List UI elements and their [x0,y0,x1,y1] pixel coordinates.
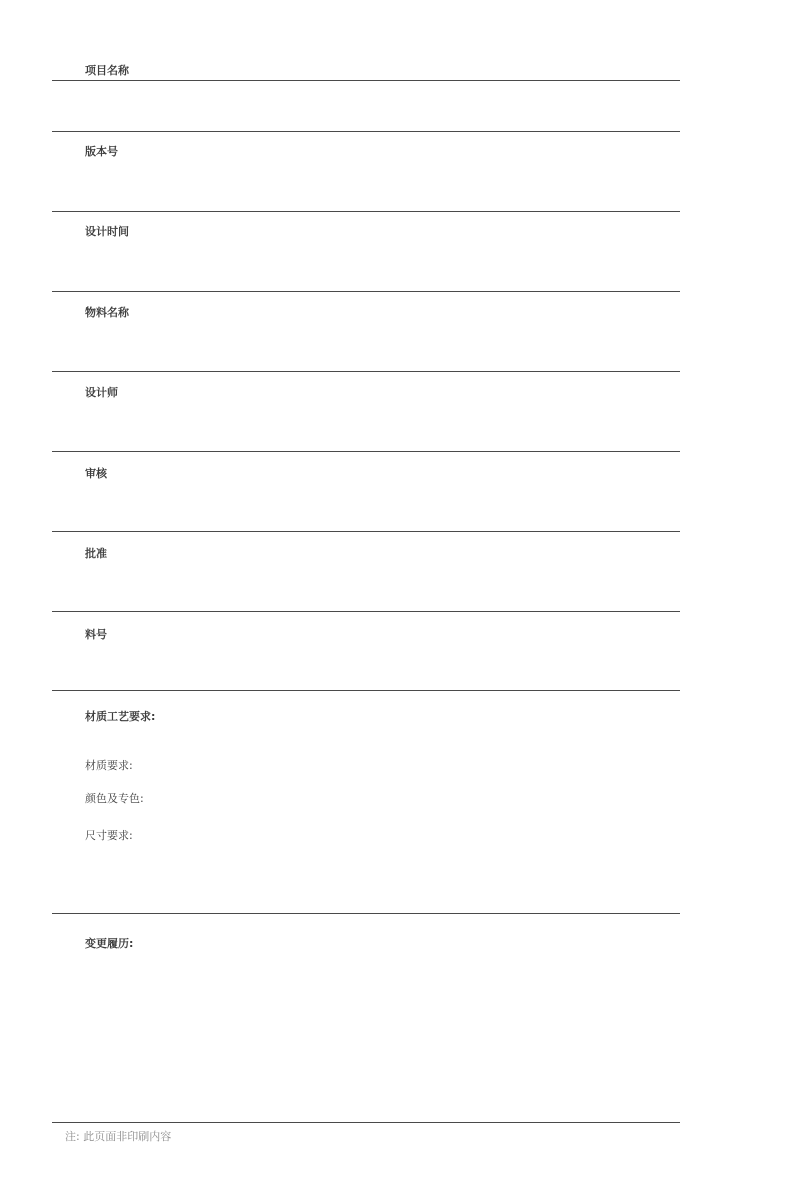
size-requirement-label: 尺寸要求: [85,829,133,842]
field-label-designer: 设计师 [85,386,118,399]
divider [52,451,680,452]
field-label-project-name: 项目名称 [85,64,129,77]
divider [52,211,680,212]
footer-divider [52,1122,680,1123]
material-requirement-label: 材质要求: [85,759,133,772]
footer-note: 注: 此页面非印刷内容 [65,1130,172,1143]
divider [52,913,680,914]
field-label-version: 版本号 [85,145,118,158]
divider [52,291,680,292]
requirements-title: 材质工艺要求: [85,710,156,723]
divider [52,531,680,532]
divider [52,611,680,612]
change-history-title: 变更履历: [85,937,134,950]
divider [52,690,680,691]
divider [52,80,680,81]
field-label-material-name: 物料名称 [85,306,129,319]
field-label-design-time: 设计时间 [85,225,129,238]
color-requirement-label: 颜色及专色: [85,792,144,805]
divider [52,131,680,132]
field-label-approve: 批准 [85,547,107,560]
field-label-review: 审核 [85,467,107,480]
field-label-part-number: 料号 [85,628,107,641]
divider [52,371,680,372]
